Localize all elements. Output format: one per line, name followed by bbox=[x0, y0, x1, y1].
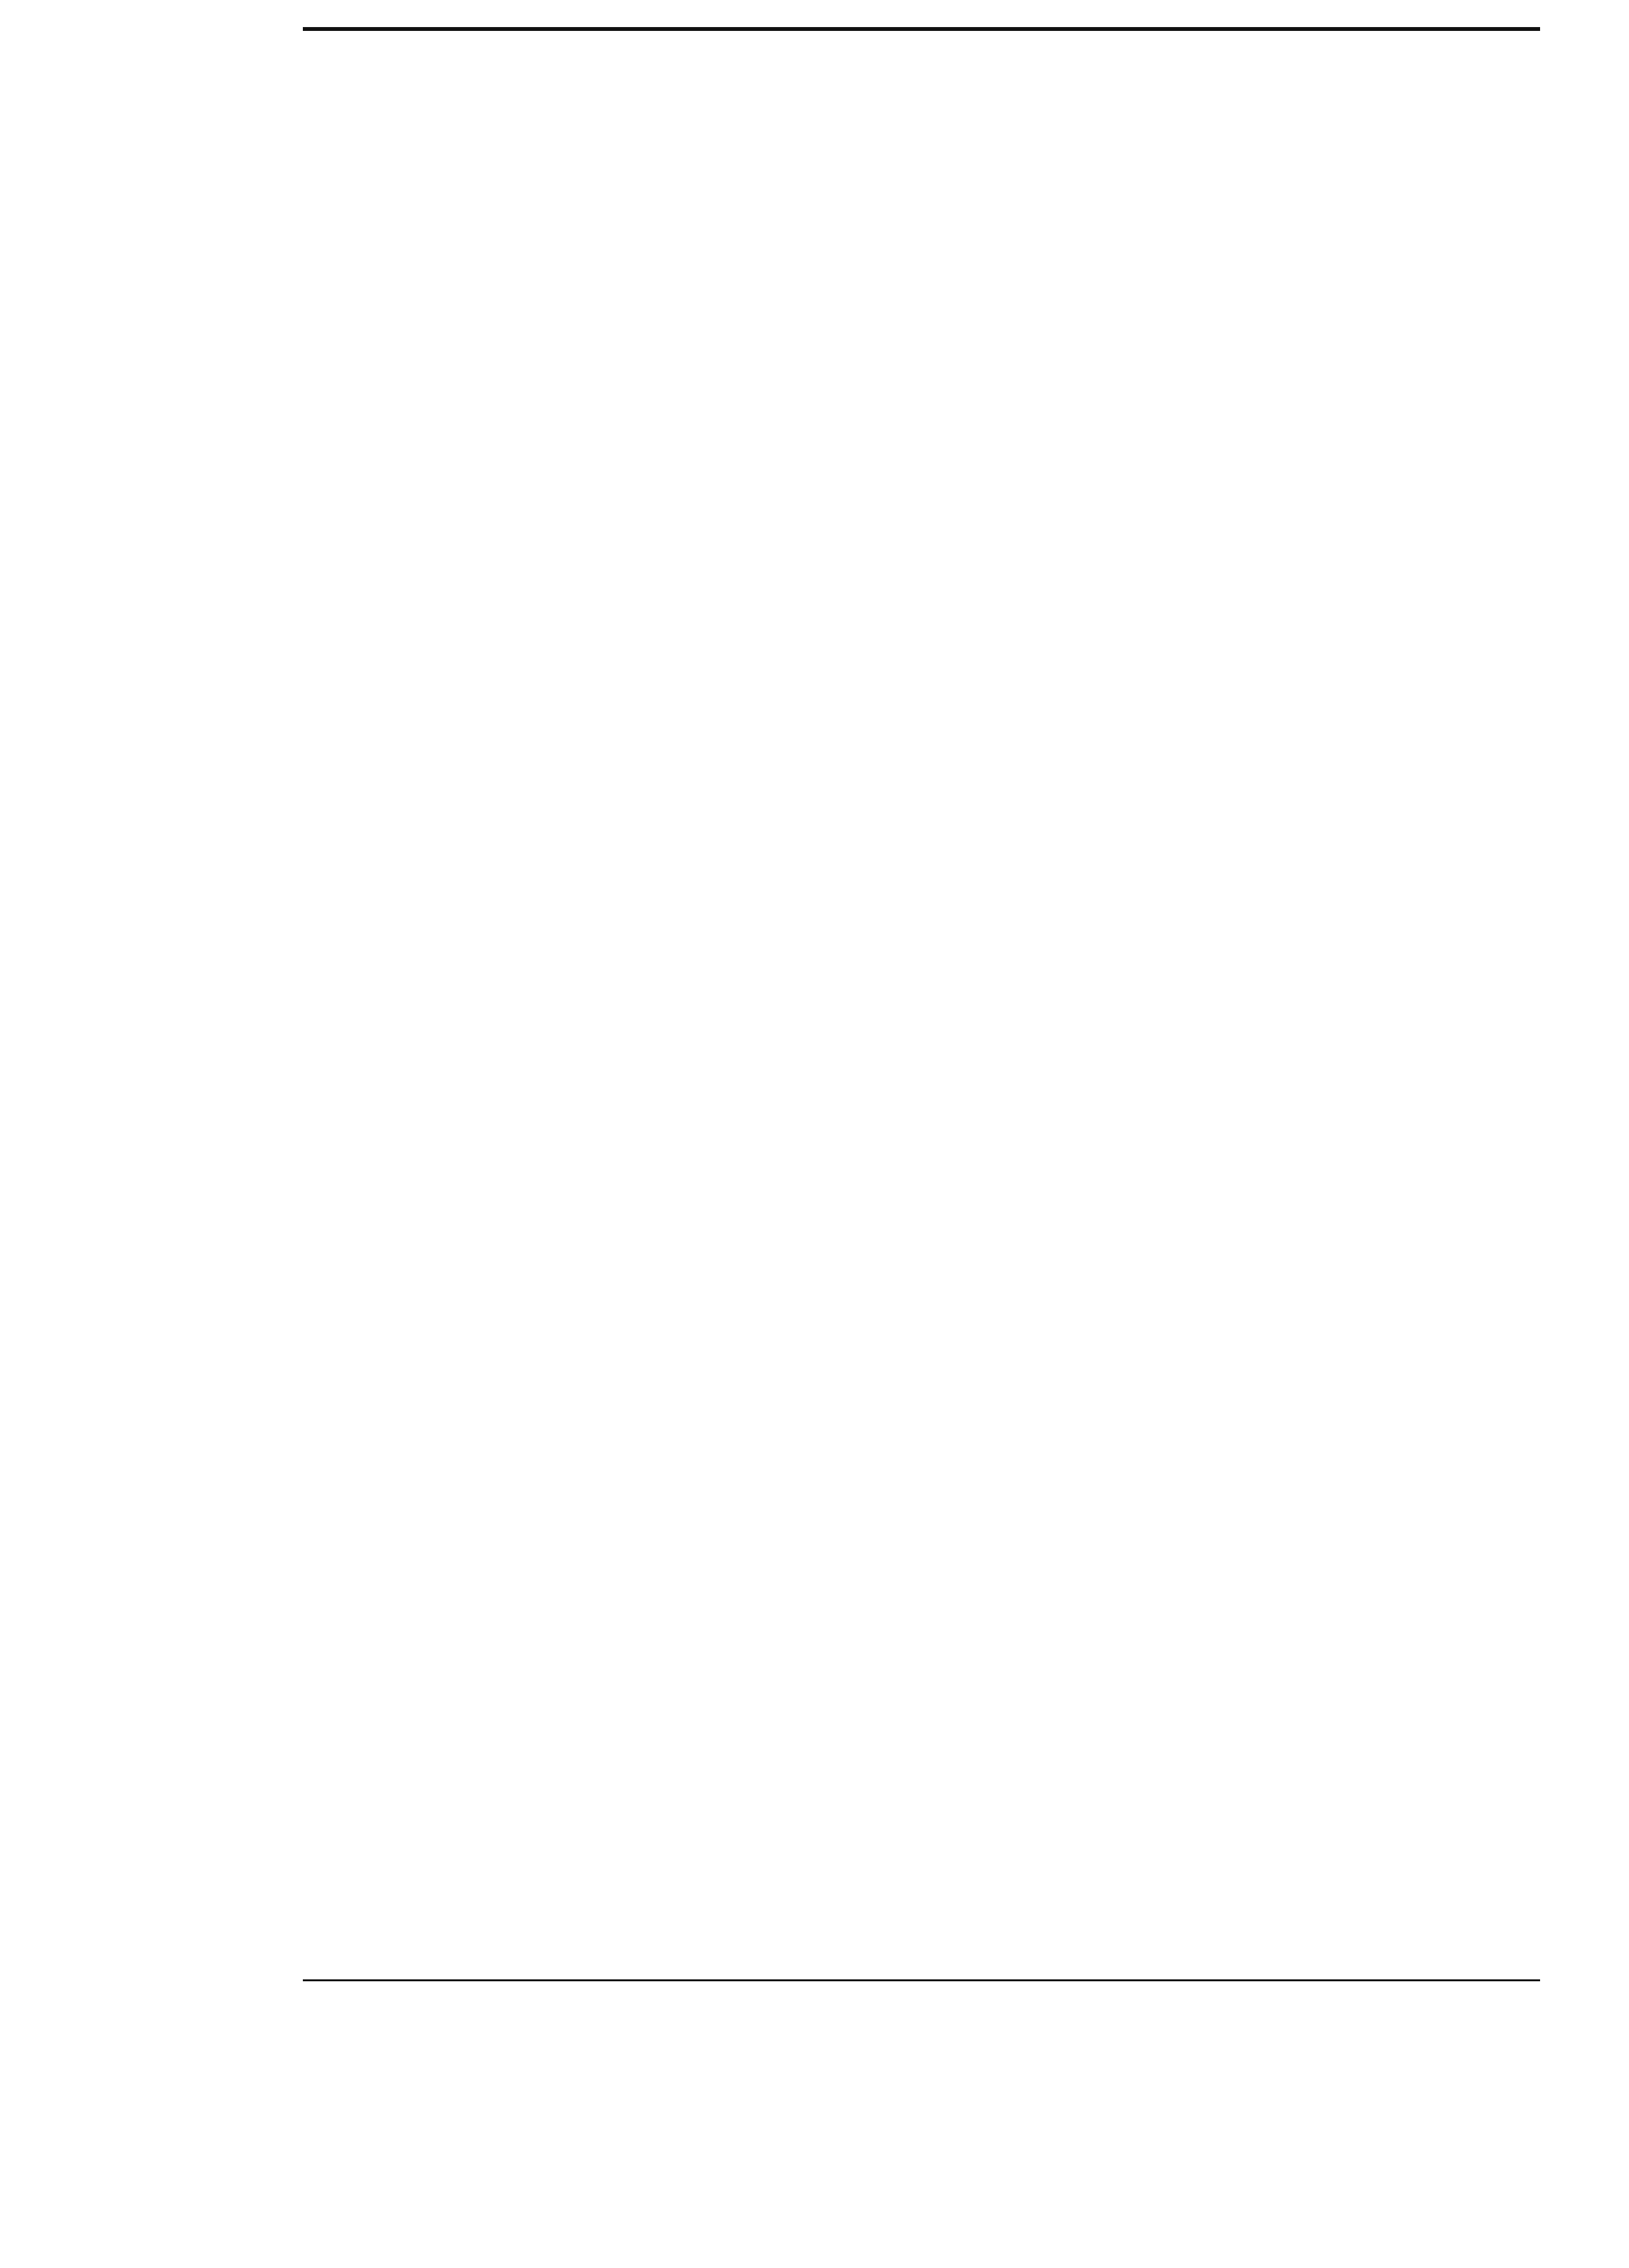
section-header-rule bbox=[303, 27, 1540, 31]
footer-rule bbox=[303, 1979, 1540, 1981]
